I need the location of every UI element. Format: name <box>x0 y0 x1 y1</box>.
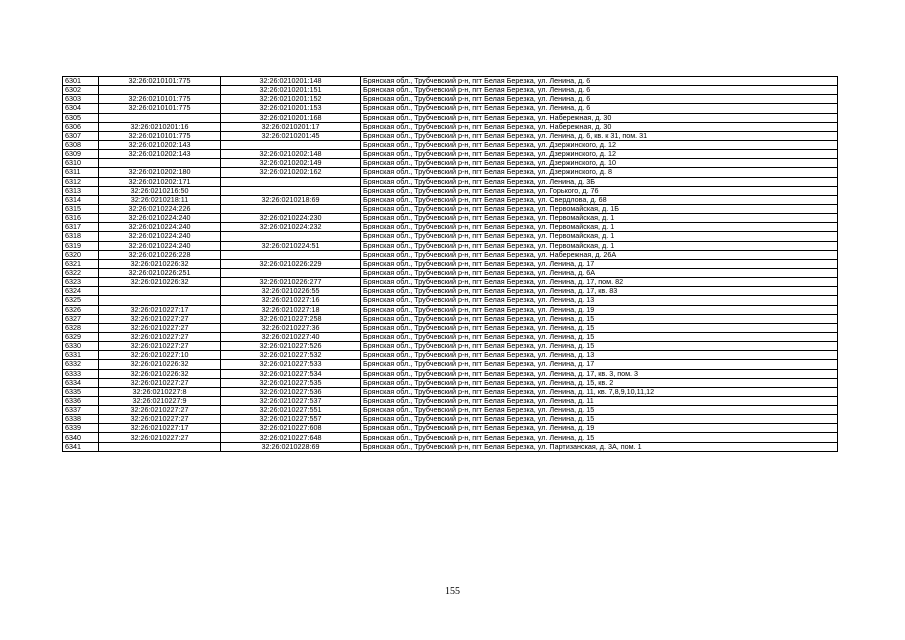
address-cell: Брянская обл., Трубчевский р-н, пгт Белая Березка, ул. Горького, д. 76 <box>361 186 838 195</box>
table-row <box>63 95 838 104</box>
table-row <box>63 186 838 195</box>
row-number-cell: 6332 <box>63 360 99 369</box>
address-cell: Брянская обл., Трубчевский р-н, пгт Белая Березка, ул. Ленина, д. 15 <box>361 323 838 332</box>
table-row <box>63 424 838 433</box>
row-number-cell: 6325 <box>63 296 99 305</box>
parent-cadastral-number-cell: 32:26:0210201:16 <box>99 122 221 131</box>
parent-cadastral-number-cell: 32:26:0210224:240 <box>99 223 221 232</box>
table-row <box>63 214 838 223</box>
parent-cadastral-number-cell: 32:26:0210227:27 <box>99 314 221 323</box>
parent-cadastral-number-cell: 32:26:0210224:240 <box>99 232 221 241</box>
table-row <box>63 122 838 131</box>
table-row <box>63 159 838 168</box>
table-row <box>63 396 838 405</box>
address-cell: Брянская обл., Трубчевский р-н, пгт Белая Березка, ул. Ленина, д. 15, кв. 2 <box>361 378 838 387</box>
table-row <box>63 287 838 296</box>
row-number-cell: 6335 <box>63 387 99 396</box>
parent-cadastral-number-cell: 32:26:0210227:17 <box>99 424 221 433</box>
table-row <box>63 442 838 451</box>
parent-cadastral-number-cell: 32:26:0210226:251 <box>99 268 221 277</box>
table-row <box>63 140 838 149</box>
address-cell: Брянская обл., Трубчевский р-н, пгт Белая Березка, ул. Ленина, д. 15 <box>361 332 838 341</box>
cadastral-number-cell: 32:26:0210202:149 <box>221 159 361 168</box>
table-row <box>63 351 838 360</box>
row-number-cell: 6322 <box>63 268 99 277</box>
parent-cadastral-number-cell <box>99 113 221 122</box>
address-cell: Брянская обл., Трубчевский р-н, пгт Белая Березка, ул. Дзержинского, д. 12 <box>361 150 838 159</box>
address-cell: Брянская обл., Трубчевский р-н, пгт Белая Березка, ул. Ленина, д. 13 <box>361 296 838 305</box>
parent-cadastral-number-cell <box>99 287 221 296</box>
parent-cadastral-number-cell: 32:26:0210227:27 <box>99 342 221 351</box>
cadastral-number-cell <box>221 268 361 277</box>
parent-cadastral-number-cell <box>99 86 221 95</box>
parent-cadastral-number-cell: 32:26:0210226:32 <box>99 360 221 369</box>
row-number-cell: 6320 <box>63 250 99 259</box>
cadastral-number-cell: 32:26:0210227:557 <box>221 415 361 424</box>
row-number-cell: 6328 <box>63 323 99 332</box>
row-number-cell: 6329 <box>63 332 99 341</box>
row-number-cell: 6319 <box>63 241 99 250</box>
cadastral-number-cell: 32:26:0210201:168 <box>221 113 361 122</box>
row-number-cell: 6316 <box>63 214 99 223</box>
parent-cadastral-number-cell: 32:26:0210202:143 <box>99 150 221 159</box>
parent-cadastral-number-cell: 32:26:0210216:50 <box>99 186 221 195</box>
address-cell: Брянская обл., Трубчевский р-н, пгт Белая Березка, ул. Ленина, д. 15 <box>361 406 838 415</box>
cadastral-number-cell: 32:26:0210227:551 <box>221 406 361 415</box>
parent-cadastral-number-cell: 32:26:0210226:32 <box>99 369 221 378</box>
table-row <box>63 323 838 332</box>
table-row <box>63 195 838 204</box>
row-number-cell: 6324 <box>63 287 99 296</box>
parent-cadastral-number-cell <box>99 442 221 451</box>
table-row <box>63 415 838 424</box>
address-cell: Брянская обл., Трубчевский р-н, пгт Белая Березка, ул. Набережная, д. 26А <box>361 250 838 259</box>
row-number-cell: 6307 <box>63 131 99 140</box>
cadastral-number-cell: 32:26:0210224:51 <box>221 241 361 250</box>
parent-cadastral-number-cell: 32:26:0210224:240 <box>99 214 221 223</box>
cadastral-number-cell: 32:26:0210227:40 <box>221 332 361 341</box>
address-cell: Брянская обл., Трубчевский р-н, пгт Белая Березка, ул. Ленина, д. 11 <box>361 396 838 405</box>
row-number-cell: 6311 <box>63 168 99 177</box>
cadastral-number-cell: 32:26:0210226:277 <box>221 278 361 287</box>
row-number-cell: 6318 <box>63 232 99 241</box>
cadastral-number-cell: 32:26:0210228:69 <box>221 442 361 451</box>
address-cell: Брянская обл., Трубчевский р-н, пгт Белая Березка, ул. Первомайская, д. 1Б <box>361 204 838 213</box>
address-cell: Брянская обл., Трубчевский р-н, пгт Белая Березка, ул. Набережная, д. 30 <box>361 113 838 122</box>
table-row <box>63 314 838 323</box>
row-number-cell: 6338 <box>63 415 99 424</box>
row-number-cell: 6327 <box>63 314 99 323</box>
address-cell: Брянская обл., Трубчевский р-н, пгт Белая Березка, ул. Ленина, д. 6 <box>361 86 838 95</box>
table-row <box>63 332 838 341</box>
row-number-cell: 6314 <box>63 195 99 204</box>
parent-cadastral-number-cell: 32:26:0210226:228 <box>99 250 221 259</box>
row-number-cell: 6305 <box>63 113 99 122</box>
parent-cadastral-number-cell: 32:26:0210226:32 <box>99 259 221 268</box>
table-row <box>63 113 838 122</box>
cadastral-number-cell: 32:26:0210201:151 <box>221 86 361 95</box>
table-row <box>63 433 838 442</box>
cadastral-number-cell: 32:26:0210227:537 <box>221 396 361 405</box>
table-row <box>63 86 838 95</box>
table-row <box>63 232 838 241</box>
parent-cadastral-number-cell: 32:26:0210227:17 <box>99 305 221 314</box>
address-cell: Брянская обл., Трубчевский р-н, пгт Белая Березка, ул. Дзержинского, д. 12 <box>361 140 838 149</box>
row-number-cell: 6331 <box>63 351 99 360</box>
cadastral-number-cell <box>221 204 361 213</box>
parent-cadastral-number-cell <box>99 296 221 305</box>
parent-cadastral-number-cell: 32:26:0210227:27 <box>99 323 221 332</box>
row-number-cell: 6341 <box>63 442 99 451</box>
cadastral-number-cell: 32:26:0210227:258 <box>221 314 361 323</box>
parent-cadastral-number-cell: 32:26:0210227:10 <box>99 351 221 360</box>
cadastral-number-cell: 32:26:0210227:533 <box>221 360 361 369</box>
cadastral-number-cell: 32:26:0210202:148 <box>221 150 361 159</box>
address-cell: Брянская обл., Трубчевский р-н, пгт Белая Березка, ул. Ленина, д. 15 <box>361 314 838 323</box>
cadastral-number-cell: 32:26:0210224:232 <box>221 223 361 232</box>
cadastral-number-cell: 32:26:0210218:69 <box>221 195 361 204</box>
row-number-cell: 6326 <box>63 305 99 314</box>
table-row <box>63 387 838 396</box>
address-cell: Брянская обл., Трубчевский р-н, пгт Белая Березка, ул. Ленина, д. 11, кв. 7,8,9,10,11,12 <box>361 387 838 396</box>
table-row <box>63 406 838 415</box>
address-cell: Брянская обл., Трубчевский р-н, пгт Белая Березка, ул. Первомайская, д. 1 <box>361 241 838 250</box>
row-number-cell: 6340 <box>63 433 99 442</box>
row-number-cell: 6323 <box>63 278 99 287</box>
address-cell: Брянская обл., Трубчевский р-н, пгт Белая Березка, ул. Дзержинского, д. 8 <box>361 168 838 177</box>
parent-cadastral-number-cell: 32:26:0210227:9 <box>99 396 221 405</box>
cadastral-number-cell: 32:26:0210227:535 <box>221 378 361 387</box>
table-row <box>63 177 838 186</box>
address-cell: Брянская обл., Трубчевский р-н, пгт Белая Березка, ул. Первомайская, д. 1 <box>361 223 838 232</box>
address-cell: Брянская обл., Трубчевский р-н, пгт Белая Березка, ул. Ленина, д. 15 <box>361 415 838 424</box>
row-number-cell: 6310 <box>63 159 99 168</box>
parent-cadastral-number-cell: 32:26:0210218:11 <box>99 195 221 204</box>
cadastral-number-cell: 32:26:0210227:534 <box>221 369 361 378</box>
cadastral-number-cell: 32:26:0210227:16 <box>221 296 361 305</box>
address-cell: Брянская обл., Трубчевский р-н, пгт Белая Березка, ул. Ленина, д. 3Б <box>361 177 838 186</box>
parent-cadastral-number-cell: 32:26:0210227:27 <box>99 378 221 387</box>
row-number-cell: 6304 <box>63 104 99 113</box>
parent-cadastral-number-cell: 32:26:0210202:143 <box>99 140 221 149</box>
parent-cadastral-number-cell: 32:26:0210202:180 <box>99 168 221 177</box>
cadastral-number-cell: 32:26:0210201:153 <box>221 104 361 113</box>
parent-cadastral-number-cell: 32:26:0210101:775 <box>99 95 221 104</box>
address-cell: Брянская обл., Трубчевский р-н, пгт Белая Березка, ул. Ленина, д. 6 <box>361 104 838 113</box>
table-row <box>63 305 838 314</box>
table-row <box>63 296 838 305</box>
table-row <box>63 204 838 213</box>
address-cell: Брянская обл., Трубчевский р-н, пгт Белая Березка, ул. Первомайская, д. 1 <box>361 214 838 223</box>
table-row <box>63 223 838 232</box>
cadastral-number-cell: 32:26:0210227:608 <box>221 424 361 433</box>
address-cell: Брянская обл., Трубчевский р-н, пгт Белая Березка, ул. Ленина, д. 19 <box>361 305 838 314</box>
parent-cadastral-number-cell: 32:26:0210227:27 <box>99 415 221 424</box>
row-number-cell: 6303 <box>63 95 99 104</box>
address-cell: Брянская обл., Трубчевский р-н, пгт Белая Березка, ул. Ленина, д. 17 <box>361 360 838 369</box>
row-number-cell: 6339 <box>63 424 99 433</box>
cadastral-number-cell: 32:26:0210202:162 <box>221 168 361 177</box>
table-row <box>63 268 838 277</box>
table-row <box>63 360 838 369</box>
address-cell: Брянская обл., Трубчевский р-н, пгт Белая Березка, ул. Ленина, д. 17 <box>361 259 838 268</box>
parent-cadastral-number-cell: 32:26:0210202:171 <box>99 177 221 186</box>
address-cell: Брянская обл., Трубчевский р-н, пгт Белая Березка, ул. Ленина, д. 6А <box>361 268 838 277</box>
parent-cadastral-number-cell: 32:26:0210224:240 <box>99 241 221 250</box>
cadastral-number-cell: 32:26:0210226:55 <box>221 287 361 296</box>
row-number-cell: 6313 <box>63 186 99 195</box>
cadastral-number-cell <box>221 177 361 186</box>
table-row <box>63 250 838 259</box>
parent-cadastral-number-cell: 32:26:0210101:775 <box>99 104 221 113</box>
address-cell: Брянская обл., Трубчевский р-н, пгт Белая Березка, ул. Набережная, д. 30 <box>361 122 838 131</box>
address-cell: Брянская обл., Трубчевский р-н, пгт Белая Березка, ул. Ленина, д. 15 <box>361 433 838 442</box>
parent-cadastral-number-cell <box>99 159 221 168</box>
table-row <box>63 342 838 351</box>
address-cell: Брянская обл., Трубчевский р-н, пгт Белая Березка, ул. Партизанская, д. 3А, пом. 1 <box>361 442 838 451</box>
row-number-cell: 6301 <box>63 77 99 86</box>
cadastral-table <box>62 76 838 452</box>
table-row <box>63 150 838 159</box>
cadastral-number-cell <box>221 232 361 241</box>
table-row <box>63 104 838 113</box>
address-cell: Брянская обл., Трубчевский р-н, пгт Белая Березка, ул. Ленина, д. 17, кв. 83 <box>361 287 838 296</box>
address-cell: Брянская обл., Трубчевский р-н, пгт Белая Березка, ул. Ленина, д. 13 <box>361 351 838 360</box>
cadastral-number-cell: 32:26:0210227:532 <box>221 351 361 360</box>
parent-cadastral-number-cell: 32:26:0210227:27 <box>99 406 221 415</box>
row-number-cell: 6309 <box>63 150 99 159</box>
cadastral-number-cell: 32:26:0210227:536 <box>221 387 361 396</box>
address-cell: Брянская обл., Трубчевский р-н, пгт Белая Березка, ул. Ленина, д. 6, кв. к 31, пом. 31 <box>361 131 838 140</box>
address-cell: Брянская обл., Трубчевский р-н, пгт Белая Березка, ул. Ленина, д. 19 <box>361 424 838 433</box>
row-number-cell: 6317 <box>63 223 99 232</box>
table-row <box>63 259 838 268</box>
cadastral-number-cell: 32:26:0210201:45 <box>221 131 361 140</box>
row-number-cell: 6308 <box>63 140 99 149</box>
row-number-cell: 6333 <box>63 369 99 378</box>
address-cell: Брянская обл., Трубчевский р-н, пгт Белая Березка, ул. Дзержинского, д. 10 <box>361 159 838 168</box>
address-cell: Брянская обл., Трубчевский р-н, пгт Белая Березка, ул. Ленина, д. 6 <box>361 95 838 104</box>
parent-cadastral-number-cell: 32:26:0210227:27 <box>99 433 221 442</box>
parent-cadastral-number-cell: 32:26:0210226:32 <box>99 278 221 287</box>
cadastral-number-cell <box>221 140 361 149</box>
row-number-cell: 6312 <box>63 177 99 186</box>
parent-cadastral-number-cell: 32:26:0210101:775 <box>99 131 221 140</box>
parent-cadastral-number-cell: 32:26:0210227:8 <box>99 387 221 396</box>
row-number-cell: 6334 <box>63 378 99 387</box>
cadastral-number-cell: 32:26:0210226:229 <box>221 259 361 268</box>
address-cell: Брянская обл., Трубчевский р-н, пгт Белая Березка, ул. Свердлова, д. 68 <box>361 195 838 204</box>
cadastral-number-cell: 32:26:0210227:648 <box>221 433 361 442</box>
parent-cadastral-number-cell: 32:26:0210101:775 <box>99 77 221 86</box>
row-number-cell: 6315 <box>63 204 99 213</box>
row-number-cell: 6337 <box>63 406 99 415</box>
cadastral-number-cell: 32:26:0210224:230 <box>221 214 361 223</box>
page-number: 155 <box>445 586 460 597</box>
table-row <box>63 77 838 86</box>
cadastral-number-cell: 32:26:0210201:148 <box>221 77 361 86</box>
row-number-cell: 6330 <box>63 342 99 351</box>
parent-cadastral-number-cell: 32:26:0210227:27 <box>99 332 221 341</box>
table-row <box>63 241 838 250</box>
row-number-cell: 6306 <box>63 122 99 131</box>
address-cell: Брянская обл., Трубчевский р-н, пгт Белая Березка, ул. Первомайская, д. 1 <box>361 232 838 241</box>
table-row <box>63 369 838 378</box>
address-cell: Брянская обл., Трубчевский р-н, пгт Белая Березка, ул. Ленина, д. 15 <box>361 342 838 351</box>
row-number-cell: 6336 <box>63 396 99 405</box>
cadastral-number-cell: 32:26:0210201:152 <box>221 95 361 104</box>
cadastral-number-cell: 32:26:0210227:526 <box>221 342 361 351</box>
cadastral-number-cell: 32:26:0210227:18 <box>221 305 361 314</box>
cadastral-number-cell: 32:26:0210227:36 <box>221 323 361 332</box>
address-cell: Брянская обл., Трубчевский р-н, пгт Белая Березка, ул. Ленина, д. 17, пом. 82 <box>361 278 838 287</box>
table-row <box>63 378 838 387</box>
table-body <box>63 77 838 452</box>
table-row <box>63 278 838 287</box>
cadastral-number-cell <box>221 250 361 259</box>
table-row <box>63 168 838 177</box>
address-cell: Брянская обл., Трубчевский р-н, пгт Белая Березка, ул. Ленина, д. 17, кв. 3, пом. 3 <box>361 369 838 378</box>
address-cell: Брянская обл., Трубчевский р-н, пгт Белая Березка, ул. Ленина, д. 6 <box>361 77 838 86</box>
parent-cadastral-number-cell: 32:26:0210224:226 <box>99 204 221 213</box>
cadastral-number-cell: 32:26:0210201:17 <box>221 122 361 131</box>
table-row <box>63 131 838 140</box>
cadastral-number-cell <box>221 186 361 195</box>
row-number-cell: 6321 <box>63 259 99 268</box>
row-number-cell: 6302 <box>63 86 99 95</box>
